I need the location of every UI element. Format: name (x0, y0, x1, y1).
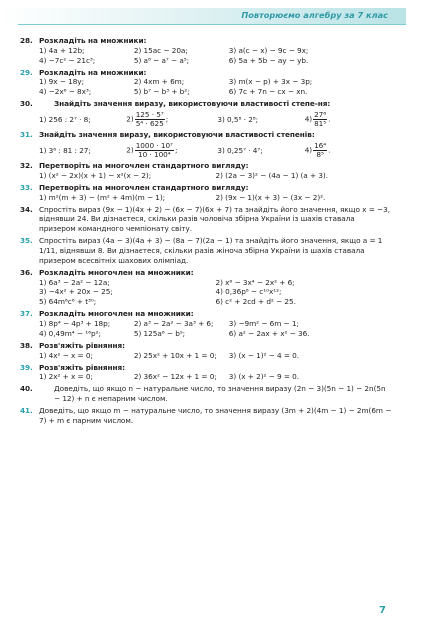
item-1: 4) 0,49m⁴ − ¹⁶p²; (39, 328, 101, 338)
exercise-38 (20, 341, 392, 361)
exercise-32 (20, 161, 392, 181)
exercise-text: Перетворіть на многочлен стандартного вигляду: (39, 182, 249, 192)
item-1: 1) 4x² − x = 0; (39, 350, 93, 360)
exercise-37 (20, 309, 392, 338)
exercise-number: 40. (20, 384, 33, 394)
exercise-31 (20, 130, 392, 159)
exercise-header (20, 341, 392, 351)
fraction (313, 111, 327, 128)
exercise-number: 36. (20, 267, 33, 277)
numerator: 1000 · 10⁷ (135, 140, 173, 150)
denominator: 81⁵ (314, 118, 327, 128)
item-1: 1) 2x² + x = 0; (39, 372, 93, 382)
exercise-28 (20, 36, 392, 65)
exercise-text: Спростіть вираз (4a − 3)(4a + 3) − (8a − 7)(2a − 1) та знайдіть його значення, якщо a = 1 1/11, віднявши 8. Ви дізнаєтеся, скільки разів жіноча збірна України із шахів ставала призером всесвітніх шахових олімпіад. (39, 236, 383, 265)
item-label: 2) (126, 145, 134, 155)
exercise-36 (20, 268, 392, 307)
answer-row (20, 46, 392, 56)
answer-row (20, 329, 392, 339)
item-3: 3) (x − 1)² − 4 = 0. (228, 350, 300, 360)
exercise-number: 29. (20, 67, 33, 77)
header-divider (18, 24, 406, 25)
answer-row (20, 77, 392, 87)
exercise-text: Розкладіть многочлен на множники: (39, 267, 194, 277)
item-3: 6) 7c + 7n − cx − xn. (228, 87, 308, 97)
punctuation: . (328, 145, 331, 155)
exercise-header (20, 384, 392, 404)
item-2: 5) b⁷ − b³ + b²; (133, 87, 190, 97)
item-2: 2) 4xm + 6m; (133, 77, 185, 87)
item-label: 4) (304, 145, 313, 155)
exercise-text: Знайдіть значення виразу, використовуючи властивості степе-ня: (54, 99, 331, 109)
exercise-41 (20, 406, 392, 426)
item-2: 2) 36x² − 12x + 1 = 0; (133, 372, 217, 382)
item-2: 2) x⁶ − 3x⁴ − 2x² + 6; (215, 277, 295, 287)
exercise-number: 41. (20, 406, 33, 416)
item-3 (217, 115, 304, 125)
item-2: 5) a⁸ − a⁷ − a⁵; (133, 55, 190, 65)
exercise-number: 35. (20, 236, 33, 246)
page-header (0, 0, 422, 34)
exercise-header (20, 205, 392, 234)
answer-row (20, 319, 392, 329)
item-3: 6) a² − 2ax + x² − 36. (228, 328, 310, 338)
punctuation: ; (174, 145, 178, 155)
item-1: 1) 8p⁴ − 4p³ + 18p; (39, 319, 111, 329)
item-2: 2) (2a − 3)² − (4a − 1) (a + 3). (215, 170, 328, 180)
exercise-text: Знайдіть значення виразу, використовуючи властивості степенів: (39, 130, 315, 140)
exercise-header (20, 99, 392, 109)
exercise-40 (20, 384, 392, 404)
answer-row (20, 372, 392, 382)
answer-row (20, 297, 392, 307)
item-1: 1) 6a³ − 2a² − 12a; (39, 277, 110, 287)
exercise-header (20, 406, 392, 426)
item-3: 3) a(c − x) − 9c − 9x; (228, 45, 309, 55)
exercise-number: 34. (20, 204, 33, 214)
exercise-header (20, 363, 392, 373)
item-1 (39, 115, 126, 125)
item-label: 2) (126, 114, 134, 124)
exercise-33 (20, 183, 392, 203)
exercise-text: Спростіть вираз (9x − 1)(4x + 2) − (6x − 7)(6x + 7) та знайдіть його значення, якщо x = −3, віднявши 24. Ви дізнаєтеся, скільки разів чоловіча збірна України із шахів ставала призером командного чемпіонату світу. (39, 204, 390, 234)
item-3: 3) −9m² − 6m − 1; (228, 319, 299, 329)
exercise-number: 38. (20, 340, 33, 350)
page-number: 7 (379, 605, 386, 616)
exercise-header (20, 130, 392, 140)
denominator: 5⁴ · 625 (135, 118, 164, 128)
exercise-29 (20, 68, 392, 97)
answer-row (20, 278, 392, 288)
header-title: Повторюємо алгебру за 7 клас (241, 10, 388, 20)
exercise-header (20, 161, 392, 171)
numerator: 125 · 5⁷ (135, 109, 164, 119)
fraction (313, 142, 327, 159)
item-2: 6) c² + 2cd + d² − 25. (215, 297, 296, 307)
exercise-text: Доведіть, що якщо m − натуральне число, то значення виразу (3m + 2)(4m − 1) − 2m(6m − 7) + m є парним числом. (39, 406, 392, 425)
answer-row (20, 171, 392, 181)
exercise-text: Доведіть, що якщо n − натуральне число, то значення виразу (2n − 3)(5n − 1) − 2n(5n − 12) + n є непарним числом. (54, 384, 386, 404)
exercise-number: 37. (20, 309, 33, 319)
answer-row (20, 87, 392, 97)
item-label: 1) 3⁶ : 81 : 27; (39, 145, 91, 155)
answer-row (20, 56, 392, 66)
exercise-text: Розкладіть на множники: (39, 67, 147, 77)
exercise-number: 32. (20, 161, 33, 171)
exercise-text: Розкладіть многочлен на множники: (39, 309, 194, 319)
exercise-number: 31. (20, 130, 33, 140)
item-1: 4) −2x⁶ − 8x³; (39, 87, 92, 97)
answer-row (20, 142, 392, 159)
item-2: 2) 25x² + 10x + 1 = 0; (133, 350, 217, 360)
item-2: 4) 0,36p⁸ − c¹⁰x¹²; (215, 287, 282, 297)
item-2: 5) 125a⁶ − b⁹; (133, 328, 186, 338)
answer-row (20, 351, 392, 361)
exercise-header (20, 309, 392, 319)
item-label: 3) 0,5⁸ · 2⁸; (217, 114, 259, 124)
item-1: 1) (x² − 2x)(x + 1) − x²(x − 2); (39, 170, 152, 180)
answer-row (20, 287, 392, 297)
exercise-list (20, 36, 392, 428)
punctuation: . (328, 114, 331, 124)
exercise-34 (20, 205, 392, 234)
item-label: 3) 0,25⁷ · 4⁷; (217, 145, 263, 155)
item-2: 2) (9x − 1)(x + 3) − (3x − 2)². (215, 192, 326, 202)
numerator: 16⁴ (314, 140, 327, 150)
exercise-number: 33. (20, 182, 33, 192)
exercise-header (20, 236, 392, 265)
item-1: 5) 64m⁶c⁶ + t³⁰; (39, 297, 97, 307)
exercise-text: Розв'яжіть рівняння: (39, 340, 126, 350)
exercise-39 (20, 363, 392, 383)
punctuation: ; (165, 114, 169, 124)
item-3 (217, 146, 304, 156)
exercise-text: Розкладіть на множники: (39, 36, 147, 45)
exercise-header (20, 183, 392, 193)
item-3: 3) (x + 2)² − 9 = 0. (228, 372, 300, 382)
item-3: 3) m(x − p) + 3x − 3p; (228, 77, 313, 87)
fraction (135, 142, 174, 159)
item-1 (39, 146, 126, 156)
item-label: 1) 256 : 2⁷ · 8; (39, 114, 91, 124)
item-2: 2) a³ − 2a² − 3a³ + 6; (133, 319, 214, 329)
exercise-number: 28. (20, 36, 33, 45)
item-1: 4) −7c² − 21c³; (39, 55, 96, 65)
numerator: 27⁶ (314, 109, 327, 119)
item-label: 4) (304, 114, 313, 124)
item-1: 1) m²(m + 3) − (m² + 4m)(m − 1); (39, 192, 166, 202)
exercise-text: Розв'яжіть рівняння: (39, 362, 126, 372)
exercise-header (20, 268, 392, 278)
exercise-30 (20, 99, 392, 128)
item-1: 1) 4a + 12b; (39, 45, 85, 55)
exercise-number: 39. (20, 362, 33, 372)
item-2 (126, 111, 217, 128)
exercise-35 (20, 236, 392, 265)
item-4 (305, 111, 392, 128)
answer-row (20, 193, 392, 203)
exercise-header (20, 36, 392, 46)
denominator: 8⁵ (316, 149, 324, 159)
answer-row (20, 111, 392, 128)
item-1: 3) −4x² + 20x − 25; (39, 287, 113, 297)
exercise-header (20, 68, 392, 78)
item-1: 1) 9x − 18y; (39, 77, 84, 87)
item-3: 6) 5a + 5b − ay − yb. (228, 55, 309, 65)
exercise-number: 30. (20, 99, 33, 109)
denominator: 10 · 100⁴ (137, 149, 171, 159)
item-4 (305, 142, 392, 159)
item-2: 2) 15ac − 20a; (133, 45, 188, 55)
item-2 (126, 142, 217, 159)
exercise-text: Перетворіть на многочлен стандартного вигляду: (39, 161, 249, 171)
fraction (135, 111, 165, 128)
